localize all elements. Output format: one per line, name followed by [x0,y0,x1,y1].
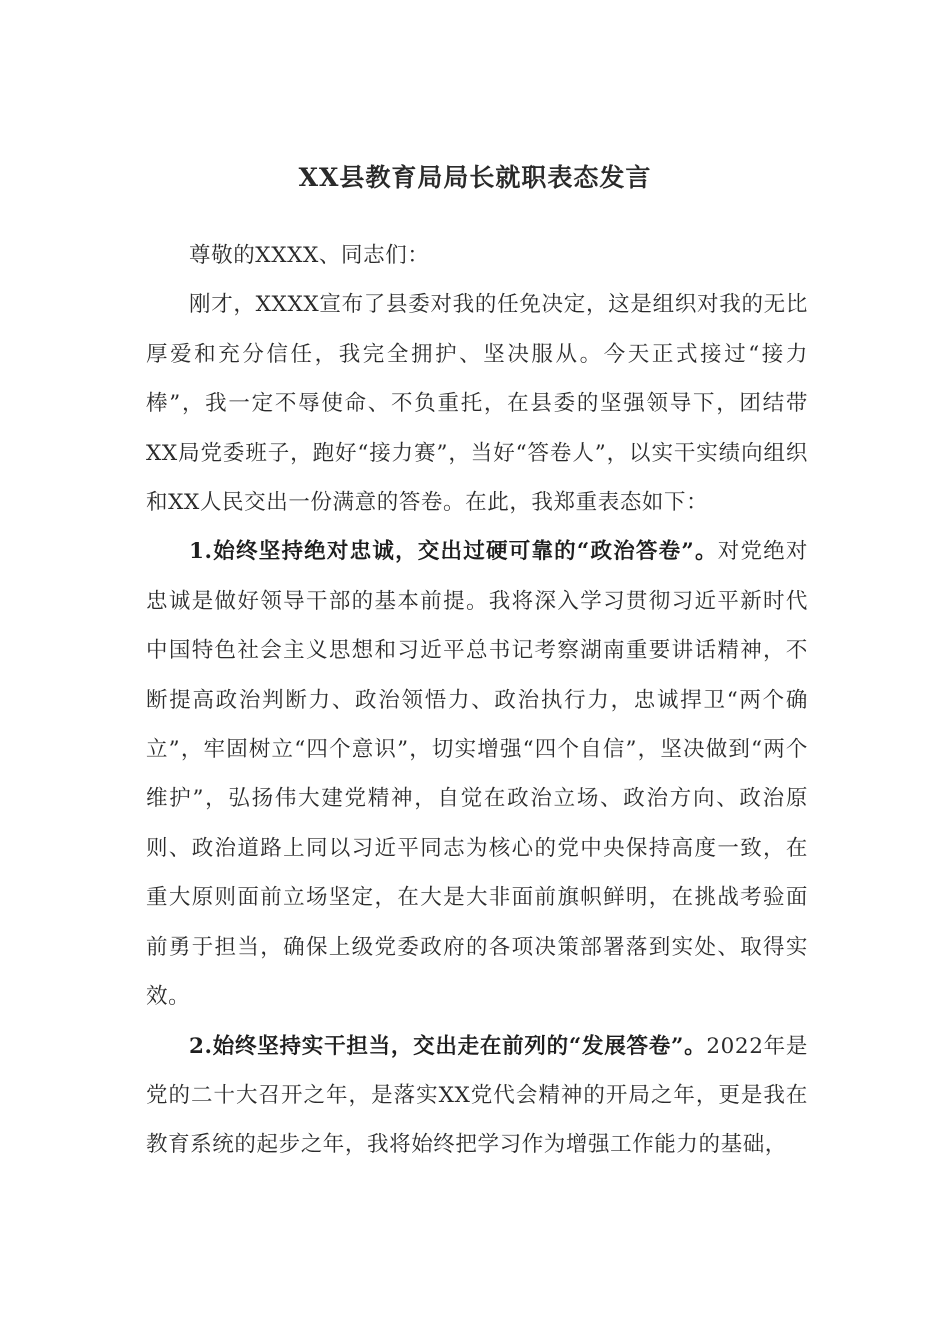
section-heading-2: 2.始终坚持实干担当，交出走在前列的“发展答卷”。 [189,1033,707,1059]
section-text-1: 对党绝对忠诚是做好领导干部的基本前提。我将深入学习贯彻习近平新时代中国特色社会主义思想和习近平总书记考察湖南重要讲话精神，不断提高政治判断力、政治领悟力、政治执行力，忠诚捍卫“两个确立”，牢固树立“四个意识”，切实增强“四个自信”，坚决做到“两个维护”，弘扬伟大建党精神，自觉在政治立场、政治方向、政治原则、政治道路上同以习近平同志为核心的党中央保持高度一致，在重大原则面前立场坚定，在大是大非面前旗帜鲜明，在挑战考验面前勇于担当，确保上级党委政府的各项决策部署落到实处、取得实效。 [146,539,808,1010]
document-body [146,231,808,1170]
salutation: 尊敬的XXXX、同志们： [189,243,430,268]
section-heading-1: 1.始终坚持绝对忠诚，交出过硬可靠的“政治答卷”。 [189,539,718,565]
section-paragraph-2 [146,1022,808,1170]
section-text-2: 2022年是党的二十大召开之年，是落实XX党代会精神的开局之年，更是我在教育系统的起步之年，我将始终把学习作为增强工作能力的基础， [146,1033,808,1158]
document-title: XX县教育局局长就职表态发言 [298,163,652,192]
intro-paragraph: 刚才，XXXX宣布了县委对我的任免决定，这是组织对我的无比厚爱和充分信任，我完全拥护、坚决服从。今天正式接过“接力棒”，我一定不辱使命、不负重托，在县委的坚强领导下，团结带XX局党委班子，跑好“接力赛”，当好“答卷人”，以实干实绩向组织和XX人民交出一份满意的答卷。在此，我郑重表态如下： [146,292,808,516]
section-paragraph-1 [146,527,808,1021]
